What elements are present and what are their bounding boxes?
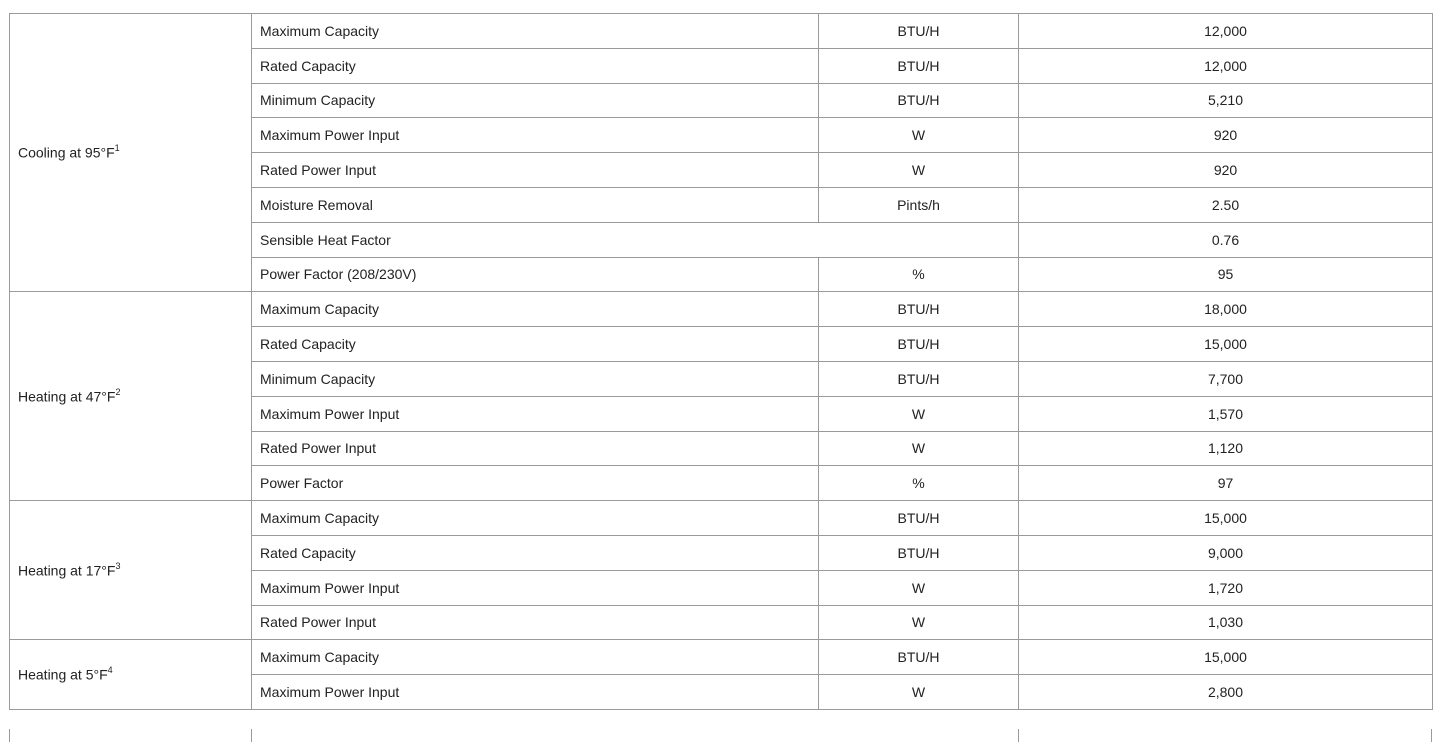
condition-label-text: Heating at 47°F: [18, 388, 116, 405]
parameter-cell: Rated Capacity: [252, 48, 819, 83]
value-cell: 1,720: [1019, 570, 1433, 605]
condition-label-text: Cooling at 95°F: [18, 145, 115, 162]
unit-cell: W: [819, 675, 1019, 710]
spec-table-body: [10, 14, 1433, 710]
condition-group-label: [10, 640, 252, 710]
value-cell: 1,030: [1019, 605, 1433, 640]
table-row: [10, 292, 1433, 327]
spec-table: [9, 13, 1433, 710]
value-cell: 7,700: [1019, 361, 1433, 396]
parameter-cell: Maximum Power Input: [252, 396, 819, 431]
value-cell: 12,000: [1019, 14, 1433, 49]
parameter-cell: Rated Power Input: [252, 153, 819, 188]
condition-group-label: [10, 14, 252, 292]
value-cell: 9,000: [1019, 535, 1433, 570]
parameter-cell: Rated Power Input: [252, 605, 819, 640]
value-cell: 95: [1019, 257, 1433, 292]
unit-cell: BTU/H: [819, 83, 1019, 118]
value-cell: 5,210: [1019, 83, 1433, 118]
unit-cell: %: [819, 466, 1019, 501]
value-cell: 920: [1019, 153, 1433, 188]
unit-cell: Pints/h: [819, 187, 1019, 222]
unit-cell: W: [819, 605, 1019, 640]
footnote-marker: 3: [115, 560, 121, 571]
parameter-cell: Maximum Capacity: [252, 501, 819, 536]
unit-cell: BTU/H: [819, 361, 1019, 396]
condition-label-text: Heating at 17°F: [18, 562, 116, 579]
footnote-marker: 1: [114, 143, 120, 154]
value-cell: 2.50: [1019, 187, 1433, 222]
value-cell: 15,000: [1019, 640, 1433, 675]
parameter-cell: Minimum Capacity: [252, 83, 819, 118]
unit-cell: W: [819, 431, 1019, 466]
parameter-cell: Moisture Removal: [252, 187, 819, 222]
value-cell: 12,000: [1019, 48, 1433, 83]
parameter-cell: Minimum Capacity: [252, 361, 819, 396]
parameter-cell: Rated Power Input: [252, 431, 819, 466]
parameter-cell: Maximum Capacity: [252, 640, 819, 675]
value-cell: 920: [1019, 118, 1433, 153]
parameter-cell: Maximum Power Input: [252, 570, 819, 605]
table-row: [10, 501, 1433, 536]
unit-cell: BTU/H: [819, 327, 1019, 362]
parameter-cell: Rated Capacity: [252, 327, 819, 362]
parameter-cell: Power Factor (208/230V): [252, 257, 819, 292]
unit-cell: BTU/H: [819, 48, 1019, 83]
condition-group-label: [10, 292, 252, 501]
unit-cell: W: [819, 570, 1019, 605]
value-cell: 15,000: [1019, 501, 1433, 536]
unit-cell: W: [819, 118, 1019, 153]
value-cell: 97: [1019, 466, 1433, 501]
parameter-cell: Power Factor: [252, 466, 819, 501]
value-cell: 2,800: [1019, 675, 1433, 710]
value-cell: 15,000: [1019, 327, 1433, 362]
unit-cell: BTU/H: [819, 640, 1019, 675]
parameter-cell: Rated Capacity: [252, 535, 819, 570]
parameter-cell: Maximum Capacity: [252, 14, 819, 49]
parameter-cell: Maximum Capacity: [252, 292, 819, 327]
condition-label-text: Heating at 5°F: [18, 666, 108, 683]
partial-table-row: [9, 729, 1432, 742]
unit-cell: W: [819, 153, 1019, 188]
table-row: [10, 14, 1433, 49]
value-cell: 0.76: [1019, 222, 1433, 257]
parameter-cell: Sensible Heat Factor: [252, 222, 1019, 257]
table-row: [10, 640, 1433, 675]
unit-cell: BTU/H: [819, 535, 1019, 570]
value-cell: 1,570: [1019, 396, 1433, 431]
unit-cell: BTU/H: [819, 14, 1019, 49]
value-cell: 1,120: [1019, 431, 1433, 466]
parameter-cell: Maximum Power Input: [252, 118, 819, 153]
condition-group-label: [10, 501, 252, 640]
footnote-marker: 2: [115, 386, 121, 397]
footnote-marker: 4: [107, 665, 113, 676]
parameter-cell: Maximum Power Input: [252, 675, 819, 710]
unit-cell: BTU/H: [819, 292, 1019, 327]
unit-cell: BTU/H: [819, 501, 1019, 536]
unit-cell: W: [819, 396, 1019, 431]
unit-cell: %: [819, 257, 1019, 292]
value-cell: 18,000: [1019, 292, 1433, 327]
